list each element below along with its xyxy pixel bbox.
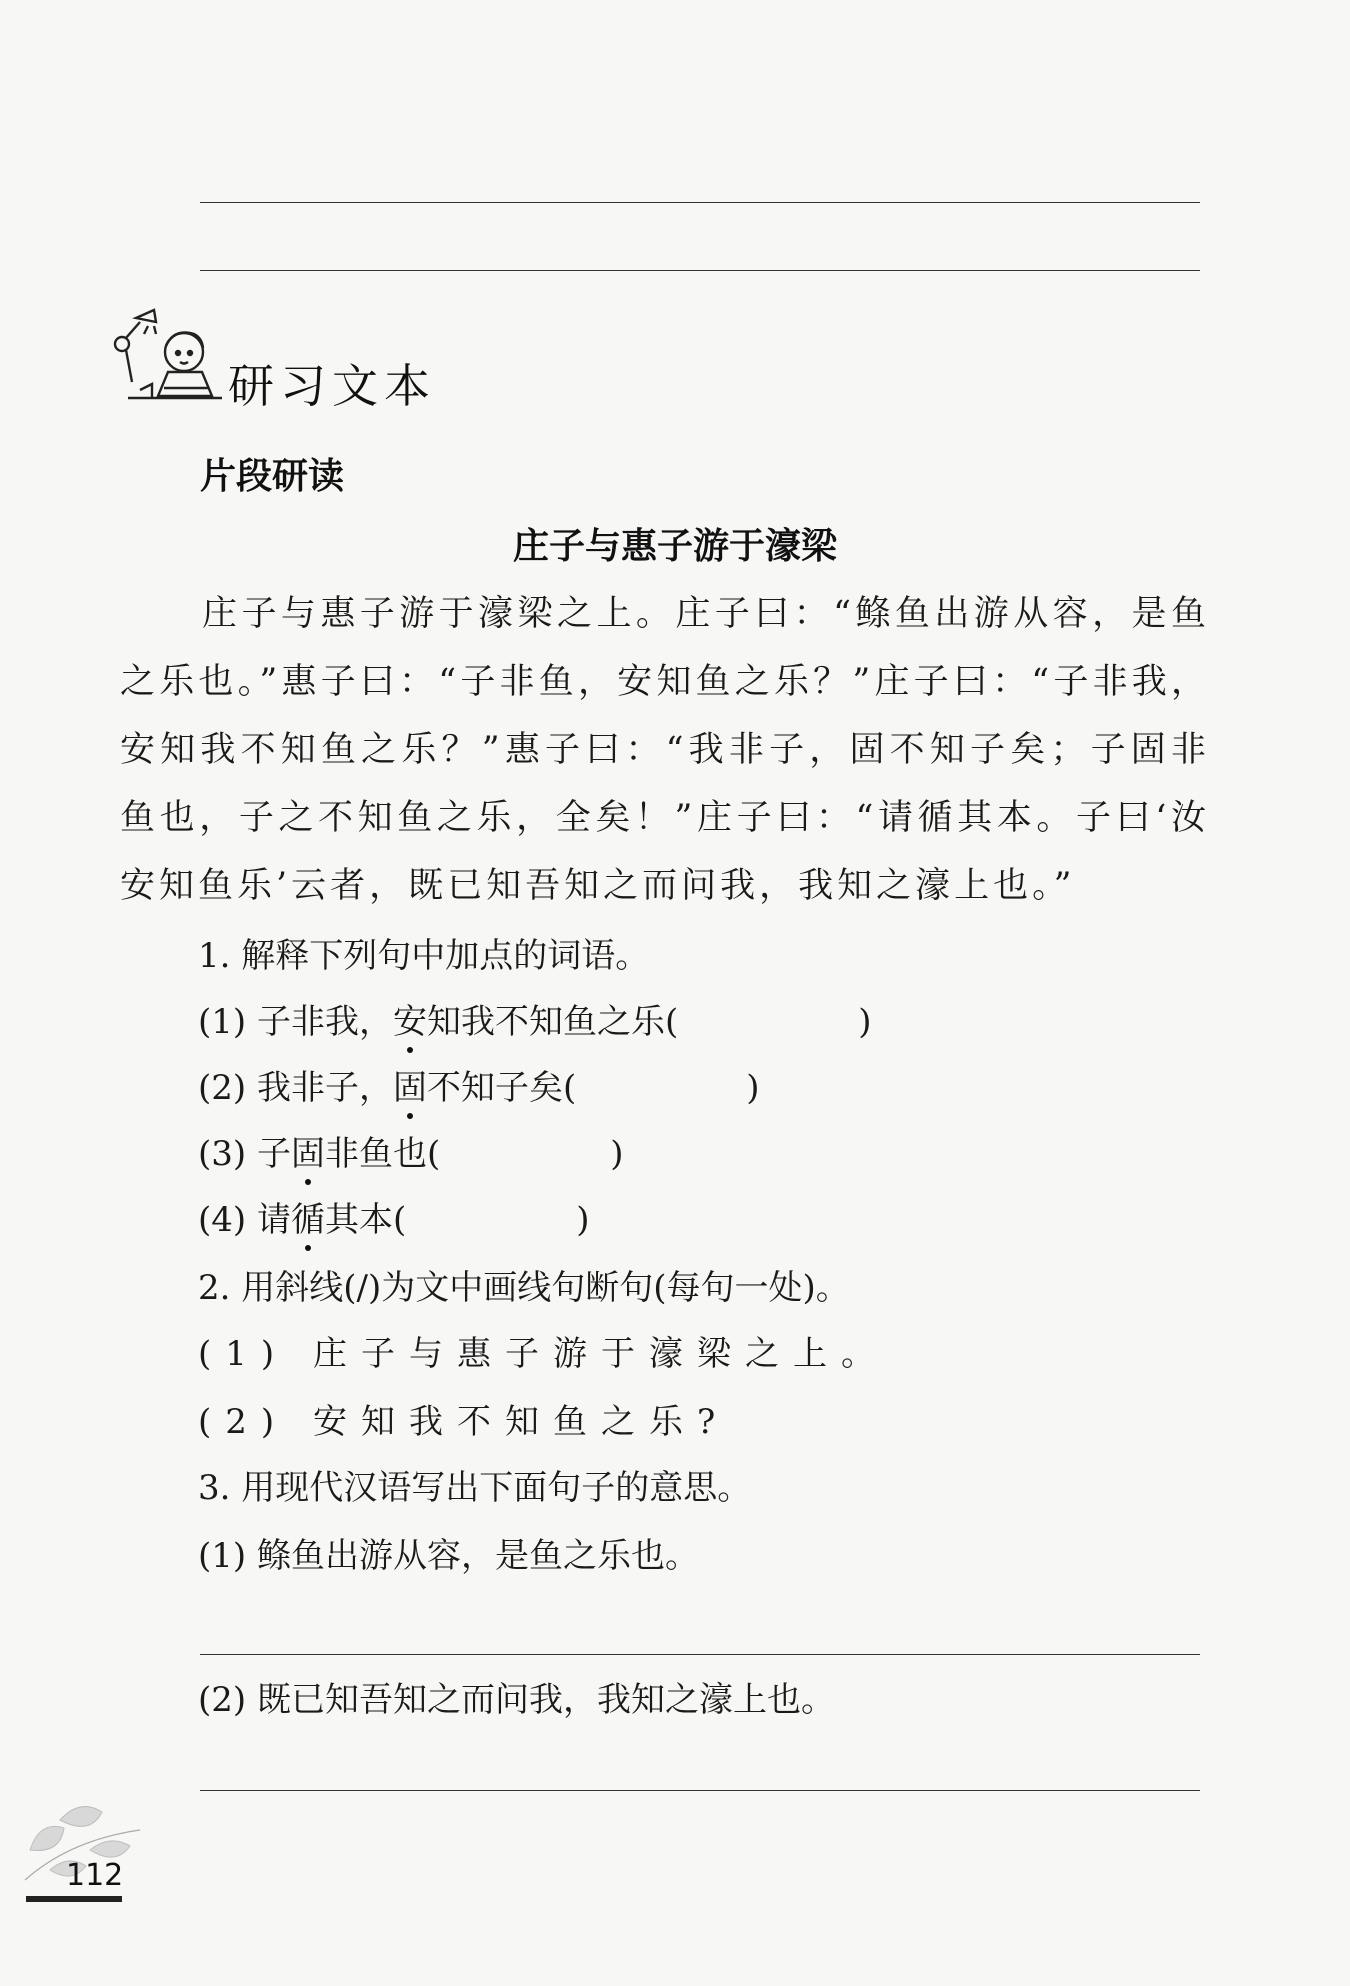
question-2-item-1: (1) 庄子与惠子游于濠梁之上。: [198, 1334, 889, 1374]
answer-line-1: [200, 202, 1200, 203]
question-3-item-1: (1) 鲦鱼出游从容，是鱼之乐也。: [198, 1536, 699, 1576]
student-studying-icon: [108, 300, 228, 410]
emphasis-dot-char: 固: [291, 1126, 325, 1175]
question-1-item-3: (3) 子固非鱼也( ): [198, 1126, 624, 1175]
section-header: [108, 300, 488, 420]
page-number-bar: [26, 1896, 122, 1902]
question-1-item-1: (1) 子非我，安知我不知鱼之乐( ): [198, 994, 872, 1043]
question-1-item-2: (2) 我非子，固不知子矣( ): [198, 1060, 760, 1109]
passage-text: 庄子与惠子游于濠梁之上。庄子曰：“鲦鱼出游从容，是鱼之乐也。”惠子曰：“子非鱼，安知鱼之乐？”庄子曰：“子非我，安知我不知鱼之乐？”惠子曰：“我非子，固不知子矣；子固非鱼也，子之不知鱼之乐，全矣！”庄子曰：“请循其本。子曰‘汝安知鱼乐’云者，既已知吾知之而问我，我知之濠上也。”: [120, 594, 1210, 906]
subsection-heading: 片段研读: [200, 456, 345, 497]
answer-line-4[interactable]: [200, 1790, 1200, 1791]
question-1-item-4: (4) 请循其本( ): [198, 1192, 590, 1241]
emphasis-dot-char: 循: [291, 1192, 325, 1241]
question-2-item-2: (2) 安知我不知鱼之乐?: [198, 1402, 730, 1442]
question-1-prompt: 1. 解释下列句中加点的词语。: [198, 936, 650, 976]
section-title: 研习文本: [228, 359, 436, 413]
emphasis-dot-char: 固: [393, 1060, 427, 1109]
answer-line-2: [200, 270, 1200, 271]
passage-title: 庄子与惠子游于濠梁: [512, 526, 837, 567]
question-3-prompt: 3. 用现代汉语写出下面句子的意思。: [198, 1468, 752, 1508]
emphasis-dot-char: 安: [393, 994, 427, 1043]
page-number: 112: [66, 1858, 124, 1893]
question-2-prompt: 2. 用斜线(/)为文中画线句断句(每句一处)。: [198, 1268, 850, 1308]
answer-line-3[interactable]: [200, 1654, 1200, 1655]
question-3-item-2: (2) 既已知吾知之而问我，我知之濠上也。: [198, 1680, 835, 1720]
